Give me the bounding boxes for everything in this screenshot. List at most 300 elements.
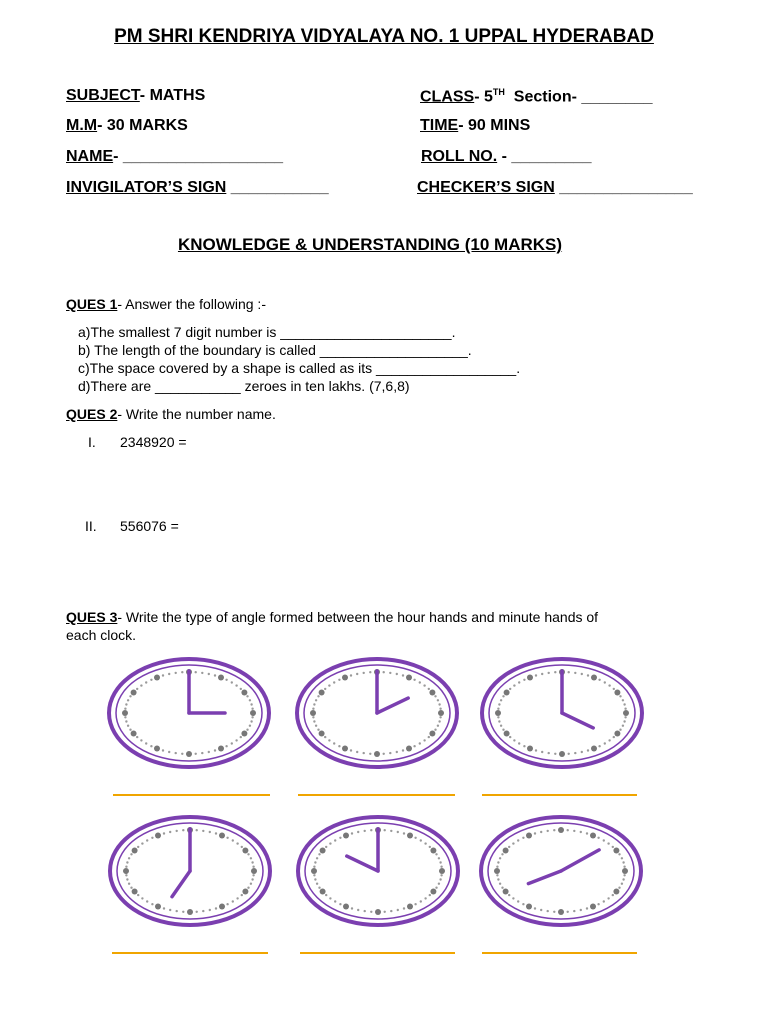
clock-tick xyxy=(320,889,326,895)
clock-tick xyxy=(440,866,442,868)
clock-tick xyxy=(141,897,143,899)
clock-tick xyxy=(603,900,605,902)
clock-tick xyxy=(357,831,359,833)
clock-tick xyxy=(128,857,130,859)
clock-tick xyxy=(145,681,147,683)
clock-tick xyxy=(586,832,588,834)
clock-tick xyxy=(500,725,502,727)
clock-tick xyxy=(434,729,436,731)
time-value: - 90 MINS xyxy=(458,117,531,134)
clock-tick xyxy=(574,752,576,754)
clock-tick xyxy=(186,751,192,757)
clock-4 xyxy=(110,817,270,925)
q3-text: - Write the type of angle formed between the hour hands and minute hands of xyxy=(117,609,599,625)
clock-tick xyxy=(574,672,576,674)
clock-tick xyxy=(437,699,439,701)
clock-tick xyxy=(363,752,365,754)
clock-tick xyxy=(251,868,257,874)
clock-tick xyxy=(535,749,537,751)
clock-tick xyxy=(494,868,500,874)
clock-tick xyxy=(137,894,139,896)
clock-tick xyxy=(580,909,582,911)
clock-tick xyxy=(163,832,165,834)
q1-item-c: c)The space covered by a shape is called as its __________________. xyxy=(78,360,521,376)
clock-tick xyxy=(424,897,426,899)
clock-tick xyxy=(127,699,129,701)
clock-tick xyxy=(182,829,184,831)
clock-tick xyxy=(364,910,366,912)
clock-tick xyxy=(504,731,510,737)
clock-tick xyxy=(315,699,317,701)
clock-tick xyxy=(236,842,238,844)
clock-tick xyxy=(342,675,348,681)
clock-tick xyxy=(169,831,171,833)
clock-tick xyxy=(249,725,251,727)
clock-tick xyxy=(495,710,501,716)
clock-tick xyxy=(225,679,227,681)
clock-tick xyxy=(558,827,564,833)
class-value: - 5 xyxy=(474,88,493,106)
clock-tick xyxy=(568,671,570,673)
clock-tick xyxy=(420,839,422,841)
clock-tick xyxy=(517,839,519,841)
clock-tick xyxy=(407,904,413,910)
clock-tick xyxy=(580,831,582,833)
clock-tick xyxy=(581,751,583,753)
clock-tick xyxy=(503,889,509,895)
q3-label: QUES 3 xyxy=(66,609,118,625)
clock-tick xyxy=(132,848,138,854)
q2-text: - Write the number name. xyxy=(117,406,276,422)
roll-value: - _________ xyxy=(497,148,592,165)
clock-tick xyxy=(597,903,599,905)
clock-tick xyxy=(231,681,233,683)
clock-tick xyxy=(607,897,609,899)
clock-tick xyxy=(202,830,204,832)
clock-tick xyxy=(333,681,335,683)
clock-tick xyxy=(512,897,514,899)
invigilator-label: INVIGILATOR’S SIGN xyxy=(66,179,227,196)
clock-tick xyxy=(235,684,237,686)
clock-tick xyxy=(501,887,503,889)
clock-tick xyxy=(438,720,440,722)
clock-tick xyxy=(241,731,247,737)
clock-tick xyxy=(351,832,353,834)
clock-tick xyxy=(317,729,319,731)
q1-item-d: d)There are ___________ zeroes in ten lakhs. (7,6,8) xyxy=(78,378,410,394)
clock-tick xyxy=(439,708,441,710)
clock-tick xyxy=(586,907,588,909)
clock-tick xyxy=(503,848,509,854)
clock-tick xyxy=(123,868,129,874)
clock-tick xyxy=(146,900,148,902)
clock-tick xyxy=(126,861,128,863)
clock-tick xyxy=(402,749,404,751)
clock-tick xyxy=(500,699,502,701)
clock-tick xyxy=(351,907,353,909)
clock-tick xyxy=(181,671,183,673)
clock-tick xyxy=(225,745,227,747)
clock-tick xyxy=(497,716,499,718)
clock-tick xyxy=(218,746,224,752)
clock-tick xyxy=(553,829,555,831)
clock-tick xyxy=(168,751,170,753)
clock-tick xyxy=(231,742,233,744)
clock-tick xyxy=(196,911,198,913)
clock-tick xyxy=(125,866,127,868)
clock-tick xyxy=(558,909,564,915)
clock-tick xyxy=(534,907,536,909)
clock-tick xyxy=(317,695,319,697)
clock-tick xyxy=(390,830,392,832)
clock-tick xyxy=(518,742,520,744)
clock-tick xyxy=(435,887,437,889)
clock-tick xyxy=(374,751,380,757)
clock-tick xyxy=(369,753,371,755)
clock-tick xyxy=(328,684,330,686)
clock-tick xyxy=(423,739,425,741)
clock-tick xyxy=(176,910,178,912)
clock-tick xyxy=(440,874,442,876)
clock-tick xyxy=(612,894,614,896)
clock-tick xyxy=(390,910,392,912)
clock-2 xyxy=(297,659,457,767)
clock-tick xyxy=(195,753,197,755)
clock-tick xyxy=(424,842,426,844)
clock-tick xyxy=(163,907,165,909)
clock-tick xyxy=(501,853,503,855)
clock-tick xyxy=(523,679,525,681)
clock-tick xyxy=(613,688,615,690)
class-superscript: TH xyxy=(492,87,505,97)
clock-tick xyxy=(568,753,570,755)
clock-tick xyxy=(208,751,210,753)
q1-label: QUES 1 xyxy=(66,296,118,312)
clock-tick xyxy=(137,846,139,848)
clock-tick xyxy=(438,857,440,859)
clock-tick xyxy=(384,829,386,831)
clock-tick xyxy=(496,866,498,868)
clock-tick xyxy=(145,742,147,744)
clock-tick xyxy=(623,866,625,868)
clock-tick xyxy=(250,883,252,885)
clock-tick xyxy=(434,695,436,697)
clock-tick xyxy=(428,736,430,738)
clock-tick xyxy=(498,720,500,722)
clock-tick xyxy=(130,887,132,889)
clock-tick xyxy=(623,720,625,722)
class-label: CLASS xyxy=(420,88,475,106)
clock-tick xyxy=(314,861,316,863)
clock-tick xyxy=(535,674,537,676)
clock-tick xyxy=(313,874,315,876)
clock-tick xyxy=(622,861,624,863)
clock-tick xyxy=(124,716,126,718)
clock-tick xyxy=(154,746,160,752)
clock-tick xyxy=(517,900,519,902)
clock-tick xyxy=(215,907,217,909)
clock-tick xyxy=(397,831,399,833)
clock-tick xyxy=(435,853,437,855)
clock-tick xyxy=(122,710,128,716)
name-value: - __________________ xyxy=(113,148,284,165)
clock-tick xyxy=(320,848,326,854)
clock-tick xyxy=(624,708,626,710)
clock-tick xyxy=(581,673,583,675)
name-label: NAME xyxy=(66,148,114,165)
clock-tick xyxy=(587,749,589,751)
clock-tick xyxy=(151,903,153,905)
clock-tick xyxy=(526,904,532,910)
clock-tick xyxy=(621,883,623,885)
school-title: PM SHRI KENDRIYA VIDYALAYA NO. 1 UPPAL HYDERABAD xyxy=(114,26,654,47)
clock-tick xyxy=(131,731,137,737)
q2-item-2-numeral: II. xyxy=(85,518,97,534)
clock-tick xyxy=(251,708,253,710)
clock-tick xyxy=(130,853,132,855)
clock-tick xyxy=(613,848,619,854)
clock-tick xyxy=(554,753,556,755)
clock-tick xyxy=(219,904,225,910)
clock-tick xyxy=(523,745,525,747)
clock-tick xyxy=(251,716,253,718)
q1-text: - Answer the following :- xyxy=(117,296,266,312)
clock-tick xyxy=(350,749,352,751)
clock-tick xyxy=(232,900,234,902)
clock-tick xyxy=(559,751,565,757)
clock-tick xyxy=(437,725,439,727)
clock-tick xyxy=(587,674,589,676)
clock-tick xyxy=(241,894,243,896)
subject-value: - MATHS xyxy=(139,87,206,104)
clock-tick xyxy=(250,857,252,859)
clock-6 xyxy=(481,817,641,925)
clock-tick xyxy=(508,846,510,848)
mm-value: - 30 MARKS xyxy=(97,117,188,134)
clock-tick xyxy=(438,710,444,716)
clock-tick xyxy=(413,745,415,747)
clock-tick xyxy=(375,909,381,915)
clock-tick xyxy=(339,837,341,839)
clock-tick xyxy=(403,907,405,909)
clock-tick xyxy=(396,751,398,753)
clock-tick xyxy=(242,848,248,854)
clock-tick xyxy=(407,833,413,839)
clock-tick xyxy=(328,739,330,741)
clock-tick xyxy=(508,894,510,896)
clock-tick xyxy=(496,874,498,876)
clock-tick xyxy=(547,910,549,912)
clock-tick xyxy=(497,708,499,710)
clock-tick xyxy=(201,752,203,754)
clock-tick xyxy=(624,716,626,718)
clock-tick xyxy=(522,903,524,905)
clock-tick xyxy=(162,674,164,676)
clock-tick xyxy=(209,831,211,833)
clock-tick xyxy=(246,695,248,697)
clock-tick xyxy=(128,883,130,885)
clock-tick xyxy=(622,868,628,874)
clock-tick xyxy=(151,837,153,839)
clock-tick xyxy=(240,688,242,690)
clock-tick xyxy=(187,909,193,915)
clock-tick xyxy=(420,900,422,902)
clock-tick xyxy=(591,675,597,681)
clock-tick xyxy=(527,746,533,752)
clock-tick xyxy=(215,832,217,834)
clock-tick xyxy=(356,751,358,753)
clock-tick xyxy=(242,889,248,895)
clock-tick xyxy=(598,679,600,681)
clock-tick xyxy=(513,739,515,741)
clock-tick xyxy=(598,745,600,747)
clock-tick xyxy=(311,868,317,874)
clock-tick xyxy=(235,739,237,741)
clock-tick xyxy=(613,889,619,895)
clock-tick xyxy=(319,690,325,696)
clock-tick xyxy=(383,753,385,755)
clock-tick xyxy=(439,868,445,874)
clock-tick xyxy=(176,830,178,832)
clock-tick xyxy=(384,911,386,913)
clock-tick xyxy=(195,671,197,673)
clock-tick xyxy=(312,716,314,718)
clock-tick xyxy=(623,874,625,876)
clock-tick xyxy=(429,690,435,696)
clock-tick xyxy=(343,904,349,910)
clock-tick xyxy=(325,894,327,896)
clock-tick xyxy=(414,903,416,905)
clock-tick xyxy=(534,832,536,834)
clock-tick xyxy=(313,720,315,722)
clock-tick xyxy=(518,681,520,683)
clock-tick xyxy=(403,832,405,834)
clock-tick xyxy=(370,829,372,831)
clock-3 xyxy=(482,659,642,767)
clock-tick xyxy=(369,671,371,673)
section-field: Section- ________ xyxy=(513,88,653,106)
clock-tick xyxy=(498,703,500,705)
clock-tick xyxy=(513,684,515,686)
clock-tick xyxy=(226,837,228,839)
clock-tick xyxy=(125,720,127,722)
clock-tick xyxy=(162,749,164,751)
clock-tick xyxy=(618,853,620,855)
clock-tick xyxy=(240,736,242,738)
clock-tick xyxy=(129,729,131,731)
clock-tick xyxy=(314,878,316,880)
clock-tick xyxy=(181,753,183,755)
clock-tick xyxy=(428,688,430,690)
clock-tick xyxy=(132,889,138,895)
clock-tick xyxy=(614,731,620,737)
clock-tick xyxy=(608,684,610,686)
clock-tick xyxy=(333,742,335,744)
q2-label: QUES 2 xyxy=(66,406,118,422)
clock-tick xyxy=(419,681,421,683)
clock-tick xyxy=(397,909,399,911)
clock-tick xyxy=(619,695,621,697)
clock-tick xyxy=(131,690,137,696)
clock-tick xyxy=(252,866,254,868)
clock-tick xyxy=(251,878,253,880)
clock-tick xyxy=(356,673,358,675)
clock-tick xyxy=(350,674,352,676)
clock-tick xyxy=(129,695,131,697)
clock-tick xyxy=(553,911,555,913)
clock-tick xyxy=(607,842,609,844)
clock-tick xyxy=(406,675,412,681)
clock-tick xyxy=(604,742,606,744)
clock-tick xyxy=(319,731,325,737)
clock-tick xyxy=(363,672,365,674)
clock-tick xyxy=(613,736,615,738)
clock-tick xyxy=(622,699,624,701)
clock-tick xyxy=(214,674,216,676)
clock-tick xyxy=(226,903,228,905)
clock-tick xyxy=(313,703,315,705)
clock-tick xyxy=(175,752,177,754)
clock-tick xyxy=(316,857,318,859)
clock-tick xyxy=(497,878,499,880)
clock-tick xyxy=(502,729,504,731)
clock-tick xyxy=(125,874,127,876)
q1-item-b: b) The length of the boundary is called ___________________. xyxy=(78,342,472,358)
clock-tick xyxy=(315,725,317,727)
clock-tick xyxy=(603,839,605,841)
clock-5 xyxy=(298,817,458,925)
clock-tick xyxy=(334,900,336,902)
clock-tick xyxy=(414,837,416,839)
clock-tick xyxy=(389,672,391,674)
clock-tick xyxy=(246,729,248,731)
clock-tick xyxy=(318,887,320,889)
q2-item-1-numeral: I. xyxy=(88,434,96,450)
clock-tick xyxy=(614,690,620,696)
clock-tick xyxy=(218,675,224,681)
q2-item-1: 2348920 = xyxy=(120,434,187,450)
clock-tick xyxy=(208,673,210,675)
clock-tick xyxy=(241,846,243,848)
checker-value: _______________ xyxy=(554,179,693,196)
clock-tick xyxy=(573,910,575,912)
clock-tick xyxy=(383,671,385,673)
clock-tick xyxy=(136,736,138,738)
clock-tick xyxy=(413,679,415,681)
clock-tick xyxy=(541,751,543,753)
clock-tick xyxy=(622,725,624,727)
clock-tick xyxy=(247,853,249,855)
clock-tick xyxy=(389,752,391,754)
checker-label: CHECKER’S SIGN xyxy=(417,179,555,196)
clock-tick xyxy=(623,703,625,705)
roll-label: ROLL NO. xyxy=(421,148,498,165)
clock-tick xyxy=(343,833,349,839)
clock-tick xyxy=(499,883,501,885)
clock-tick xyxy=(155,904,161,910)
clock-1 xyxy=(109,659,269,767)
clock-tick xyxy=(127,725,129,727)
section-title: KNOWLEDGE & UNDERSTANDING (10 MARKS) xyxy=(177,235,563,254)
clock-tick xyxy=(622,878,624,880)
clock-tick xyxy=(250,710,256,716)
clock-tick xyxy=(621,857,623,859)
clock-tick xyxy=(182,911,184,913)
subject-label: SUBJECT xyxy=(66,87,140,104)
clock-tick xyxy=(140,684,142,686)
clock-tick xyxy=(175,672,177,674)
clock-tick xyxy=(250,703,252,705)
